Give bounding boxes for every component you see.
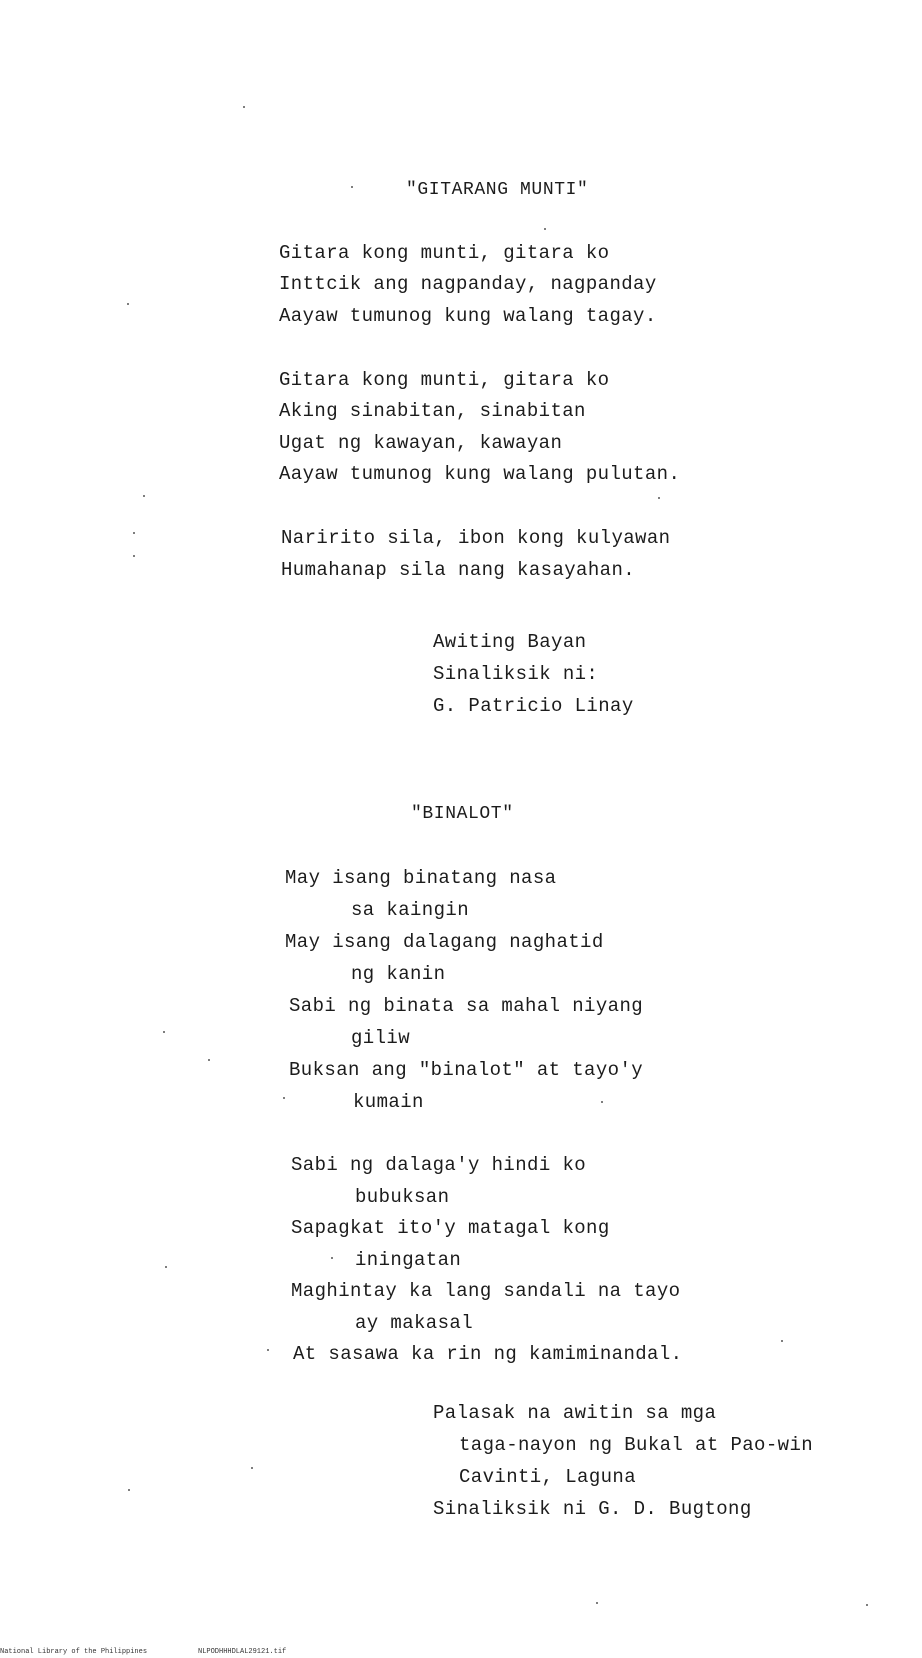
scan-speck bbox=[128, 1489, 130, 1491]
poem1-line: Naririto sila, ibon kong kulyawan bbox=[281, 527, 671, 549]
poem2-line: ay makasal bbox=[355, 1312, 474, 1334]
poem1-credit: G. Patricio Linay bbox=[433, 695, 634, 717]
poem1-line: Aking sinabitan, sinabitan bbox=[279, 400, 586, 422]
scan-speck bbox=[133, 532, 135, 534]
poem1-line: Ugat ng kawayan, kawayan bbox=[279, 432, 563, 454]
poem1-title: "GITARANG MUNTI" bbox=[406, 180, 589, 200]
scan-speck bbox=[781, 1340, 783, 1342]
scan-speck bbox=[544, 228, 546, 230]
scan-speck bbox=[283, 1097, 285, 1099]
scan-speck bbox=[208, 1059, 210, 1061]
poem1-line: Humahanap sila nang kasayahan. bbox=[281, 559, 636, 581]
poem2-credit: taga-nayon ng Bukal at Pao-win bbox=[459, 1434, 814, 1456]
poem2-line: sa kaingin bbox=[351, 899, 470, 921]
poem2-line: Sabi ng dalaga'y hindi ko bbox=[291, 1154, 587, 1176]
poem2-line: Maghintay ka lang sandali na tayo bbox=[291, 1280, 681, 1302]
scan-speck bbox=[596, 1602, 598, 1604]
poem2-credit: Palasak na awitin sa mga bbox=[433, 1402, 717, 1424]
scan-speck bbox=[331, 1257, 333, 1259]
poem2-line: kumain bbox=[353, 1091, 424, 1113]
scan-speck bbox=[163, 1031, 165, 1033]
scan-speck bbox=[243, 106, 245, 108]
poem2-line: Sapagkat ito'y matagal kong bbox=[291, 1217, 610, 1239]
footer-file: NLPODHHHDLAL29121.tif bbox=[198, 1648, 287, 1656]
scan-speck bbox=[267, 1349, 269, 1351]
poem2-line: May isang dalagang naghatid bbox=[285, 931, 604, 953]
poem2-line: At sasawa ka rin ng kamiminandal. bbox=[293, 1343, 683, 1365]
scan-speck bbox=[143, 495, 145, 497]
poem2-credit: Sinaliksik ni G. D. Bugtong bbox=[433, 1498, 752, 1520]
poem1-credit: Awiting Bayan bbox=[433, 631, 587, 653]
poem2-line: May isang binatang nasa bbox=[285, 867, 557, 889]
scan-speck bbox=[133, 555, 135, 557]
poem2-line: bubuksan bbox=[355, 1186, 450, 1208]
scan-speck bbox=[351, 186, 353, 188]
scan-speck bbox=[601, 1101, 603, 1103]
scan-speck bbox=[658, 497, 660, 499]
poem1-line: Gitara kong munti, gitara ko bbox=[279, 369, 610, 391]
poem2-credit: Cavinti, Laguna bbox=[459, 1466, 637, 1488]
scan-speck bbox=[127, 303, 129, 305]
poem1-credit: Sinaliksik ni: bbox=[433, 663, 599, 685]
scan-speck bbox=[165, 1266, 167, 1268]
poem1-line: Aayaw tumunog kung walang pulutan. bbox=[279, 463, 681, 485]
footer-source: National Library of the Philippines bbox=[0, 1648, 148, 1656]
poem2-line: iningatan bbox=[355, 1249, 462, 1271]
poem2-line: giliw bbox=[351, 1027, 411, 1049]
scan-speck bbox=[866, 1604, 868, 1606]
poem2-line: Buksan ang "binalot" at tayo'y bbox=[289, 1059, 644, 1081]
scan-speck bbox=[251, 1467, 253, 1469]
poem2-line: Sabi ng binata sa mahal niyang bbox=[289, 995, 644, 1017]
poem2-line: ng kanin bbox=[351, 963, 446, 985]
poem1-line: Inttcik ang nagpanday, nagpanday bbox=[279, 273, 657, 295]
poem1-line: Gitara kong munti, gitara ko bbox=[279, 242, 610, 264]
poem2-title: "BINALOT" bbox=[411, 804, 514, 824]
poem1-line: Aayaw tumunog kung walang tagay. bbox=[279, 305, 657, 327]
